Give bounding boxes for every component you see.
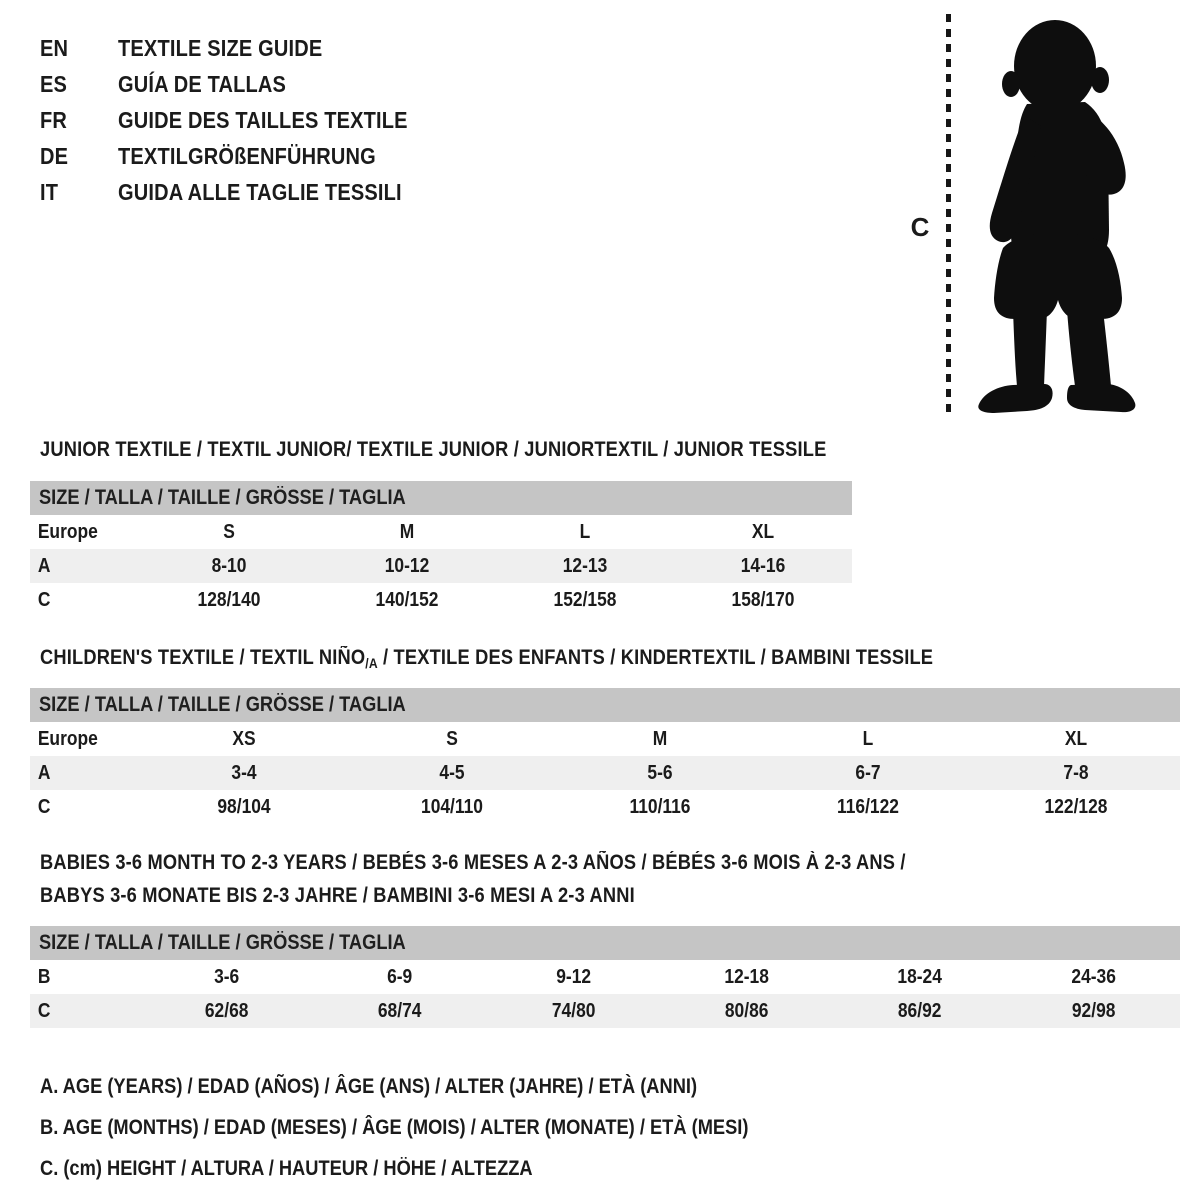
- size-header-text: SIZE / TALLA / TAILLE / GRÖSSE / TAGLIA: [39, 693, 406, 716]
- size-cell: 128/140: [197, 588, 261, 611]
- row-label: A: [37, 554, 51, 577]
- table-row-height: [30, 583, 852, 617]
- language-title: TEXTILGRÖßENFÜHRUNG: [118, 142, 376, 169]
- size-cell: 18-24: [897, 965, 943, 988]
- table-row-age-months: [30, 960, 1180, 994]
- size-cell: 8-10: [211, 554, 247, 577]
- row-label: A: [37, 761, 51, 784]
- table-row-age-years: [30, 549, 852, 583]
- size-cell: 14-16: [740, 554, 786, 577]
- legend-line-c-text: C. (cm) HEIGHT / ALTURA / HAUTEUR / HÖHE / ALTEZZA: [40, 1157, 533, 1180]
- legend-line-a-text: A. AGE (YEARS) / EDAD (AÑOS) / ÂGE (ANS) / ALTER (JAHRE) / ETÀ (ANNI): [40, 1075, 698, 1098]
- language-code: FR: [40, 106, 68, 133]
- size-cell: 152/158: [553, 588, 617, 611]
- size-cell: 9-12: [555, 965, 591, 988]
- legend-line-b-text: B. AGE (MONTHS) / EDAD (MESES) / ÂGE (MOIS) / ALTER (MONATE) / ETÀ (MESI): [40, 1116, 749, 1139]
- babies-size-table: [30, 926, 1180, 1028]
- title-post: / TEXTILE DES ENFANTS / KINDERTEXTIL / BAMBINI TESSILE: [377, 646, 934, 669]
- language-row-de: [40, 138, 451, 174]
- junior-size-table: [30, 481, 852, 617]
- size-cell: 92/98: [1071, 999, 1116, 1022]
- section-title-junior: [40, 433, 944, 466]
- size-cell: 7-8: [1063, 761, 1089, 784]
- row-label: B: [37, 965, 51, 988]
- section-title-children: [40, 641, 1067, 680]
- size-cell: 5-6: [647, 761, 673, 784]
- size-cell: 104/110: [421, 795, 483, 818]
- size-cell: 80/86: [724, 999, 769, 1022]
- size-cell: 140/152: [375, 588, 439, 611]
- language-title-list: [40, 30, 451, 210]
- size-cell: 3-6: [214, 965, 240, 988]
- row-label: Europe: [37, 727, 98, 750]
- size-cell: 12-13: [562, 554, 608, 577]
- section-title-children-text: [40, 641, 933, 680]
- size-cell: 110/116: [629, 795, 691, 818]
- language-title: GUIDA ALLE TAGLIE TESSILI: [118, 178, 402, 205]
- row-label: C: [37, 795, 51, 818]
- language-code: EN: [40, 34, 69, 61]
- legend-line-a: [40, 1066, 854, 1107]
- row-label: C: [37, 999, 51, 1022]
- language-row-en: [40, 30, 451, 66]
- height-measure-line: [946, 14, 951, 418]
- table-row-height: [30, 790, 1180, 824]
- size-cell: 12-18: [724, 965, 769, 988]
- table-row-age-years: [30, 756, 1180, 790]
- table-row-europe: [30, 722, 1180, 756]
- size-cell: XS: [232, 727, 256, 750]
- size-header-text: SIZE / TALLA / TAILLE / GRÖSSE / TAGLIA: [39, 486, 406, 509]
- size-cell: 10-12: [384, 554, 430, 577]
- language-row-fr: [40, 102, 451, 138]
- size-header-text: SIZE / TALLA / TAILLE / GRÖSSE / TAGLIA: [39, 931, 406, 954]
- language-code: ES: [40, 70, 68, 97]
- title-line1: BABIES 3-6 MONTH TO 2-3 YEARS / BEBÉS 3-6 MESES A 2-3 AÑOS / BÉBÉS 3-6 MOIS À 2-3 ANS /: [40, 851, 906, 874]
- language-code: IT: [40, 178, 59, 205]
- measure-label-c: C: [910, 212, 930, 242]
- language-row-es: [40, 66, 451, 102]
- size-cell: 122/128: [1044, 795, 1108, 818]
- title-sub: /A: [365, 655, 378, 671]
- size-cell: L: [862, 727, 874, 750]
- size-cell: S: [446, 727, 458, 750]
- legend-line-c: [40, 1148, 854, 1189]
- language-row-it: [40, 174, 451, 210]
- legend-line-b: [40, 1107, 854, 1148]
- size-cell: XL: [751, 520, 775, 543]
- size-header-row: [30, 481, 852, 515]
- size-cell: M: [399, 520, 415, 543]
- children-size-table: [30, 688, 1180, 824]
- size-header-row: [30, 926, 1180, 960]
- title-pre: CHILDREN'S TEXTILE / TEXTIL NIÑO: [40, 646, 366, 669]
- size-cell: S: [223, 520, 235, 543]
- size-cell: XL: [1064, 727, 1088, 750]
- size-cell: 86/92: [898, 999, 942, 1022]
- table-row-height: [30, 994, 1180, 1028]
- language-code: DE: [40, 142, 69, 169]
- size-cell: 98/104: [217, 795, 271, 818]
- row-label: Europe: [37, 520, 98, 543]
- size-cell: L: [579, 520, 591, 543]
- size-cell: 24-36: [1071, 965, 1116, 988]
- size-cell: 158/170: [731, 588, 795, 611]
- language-title: TEXTILE SIZE GUIDE: [118, 34, 323, 61]
- size-header-row: [30, 688, 1180, 722]
- toddler-silhouette-icon: [963, 18, 1145, 420]
- title-line2: BABYS 3-6 MONATE BIS 2-3 JAHRE / BAMBINI 3-6 MESI A 2-3 ANNI: [40, 884, 635, 907]
- size-cell: 62/68: [204, 999, 249, 1022]
- measure-legend: [40, 1066, 854, 1189]
- section-title-junior-text: JUNIOR TEXTILE / TEXTIL JUNIOR/ TEXTILE JUNIOR / JUNIORTEXTIL / JUNIOR TESSILE: [40, 438, 827, 461]
- size-cell: M: [652, 727, 668, 750]
- size-cell: 6-9: [387, 965, 413, 988]
- size-cell: 6-7: [855, 761, 881, 784]
- language-title: GUÍA DE TALLAS: [118, 70, 287, 97]
- size-cell: 116/122: [837, 795, 899, 818]
- size-cell: 68/74: [378, 999, 422, 1022]
- size-cell: 4-5: [439, 761, 465, 784]
- table-row-europe: [30, 515, 852, 549]
- section-title-babies: [40, 846, 1035, 912]
- size-cell: 3-4: [231, 761, 257, 784]
- language-title: GUIDE DES TAILLES TEXTILE: [118, 106, 408, 133]
- size-cell: 74/80: [551, 999, 596, 1022]
- row-label: C: [37, 588, 51, 611]
